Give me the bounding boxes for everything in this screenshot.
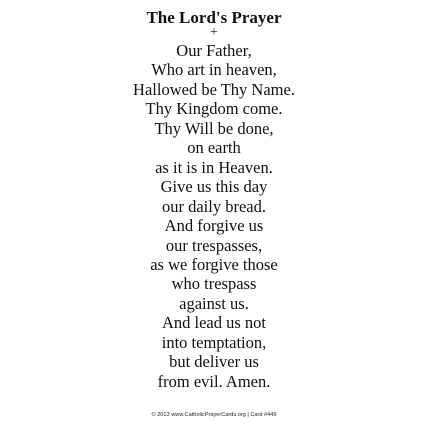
prayer-line: Who art in heaven, [151, 60, 277, 80]
prayer-line: as it is in Heaven. [155, 157, 273, 177]
cross-symbol: + [210, 25, 218, 40]
prayer-line: Thy Will be done, [154, 118, 274, 138]
prayer-line: Our Father, [176, 41, 252, 60]
prayer-line: as we forgive those [150, 254, 278, 274]
prayer-line: Give us this day [160, 177, 268, 197]
prayer-line: And forgive us [164, 216, 264, 236]
prayer-line: into temptation, [161, 332, 267, 352]
prayer-line: And lead us not [161, 313, 267, 333]
prayer-line: our daily bread. [161, 196, 266, 216]
prayer-line: Hallowed be Thy Name. [133, 79, 295, 99]
copyright-footer: © 2013 www.CatholicPrayerCards.org | Card #449 [151, 412, 277, 418]
prayer-text [0, 41, 428, 391]
prayer-line: from evil. Amen. [157, 371, 271, 391]
prayer-title: The Lord's Prayer [146, 8, 282, 27]
prayer-line: Thy Kingdom come. [145, 99, 283, 119]
prayer-line: who trespass [171, 274, 257, 294]
prayer-line: against us. [179, 293, 249, 313]
prayer-line: on earth [187, 138, 241, 158]
prayer-line: but deliver us [169, 352, 259, 372]
prayer-line: our trespasses, [165, 235, 263, 255]
